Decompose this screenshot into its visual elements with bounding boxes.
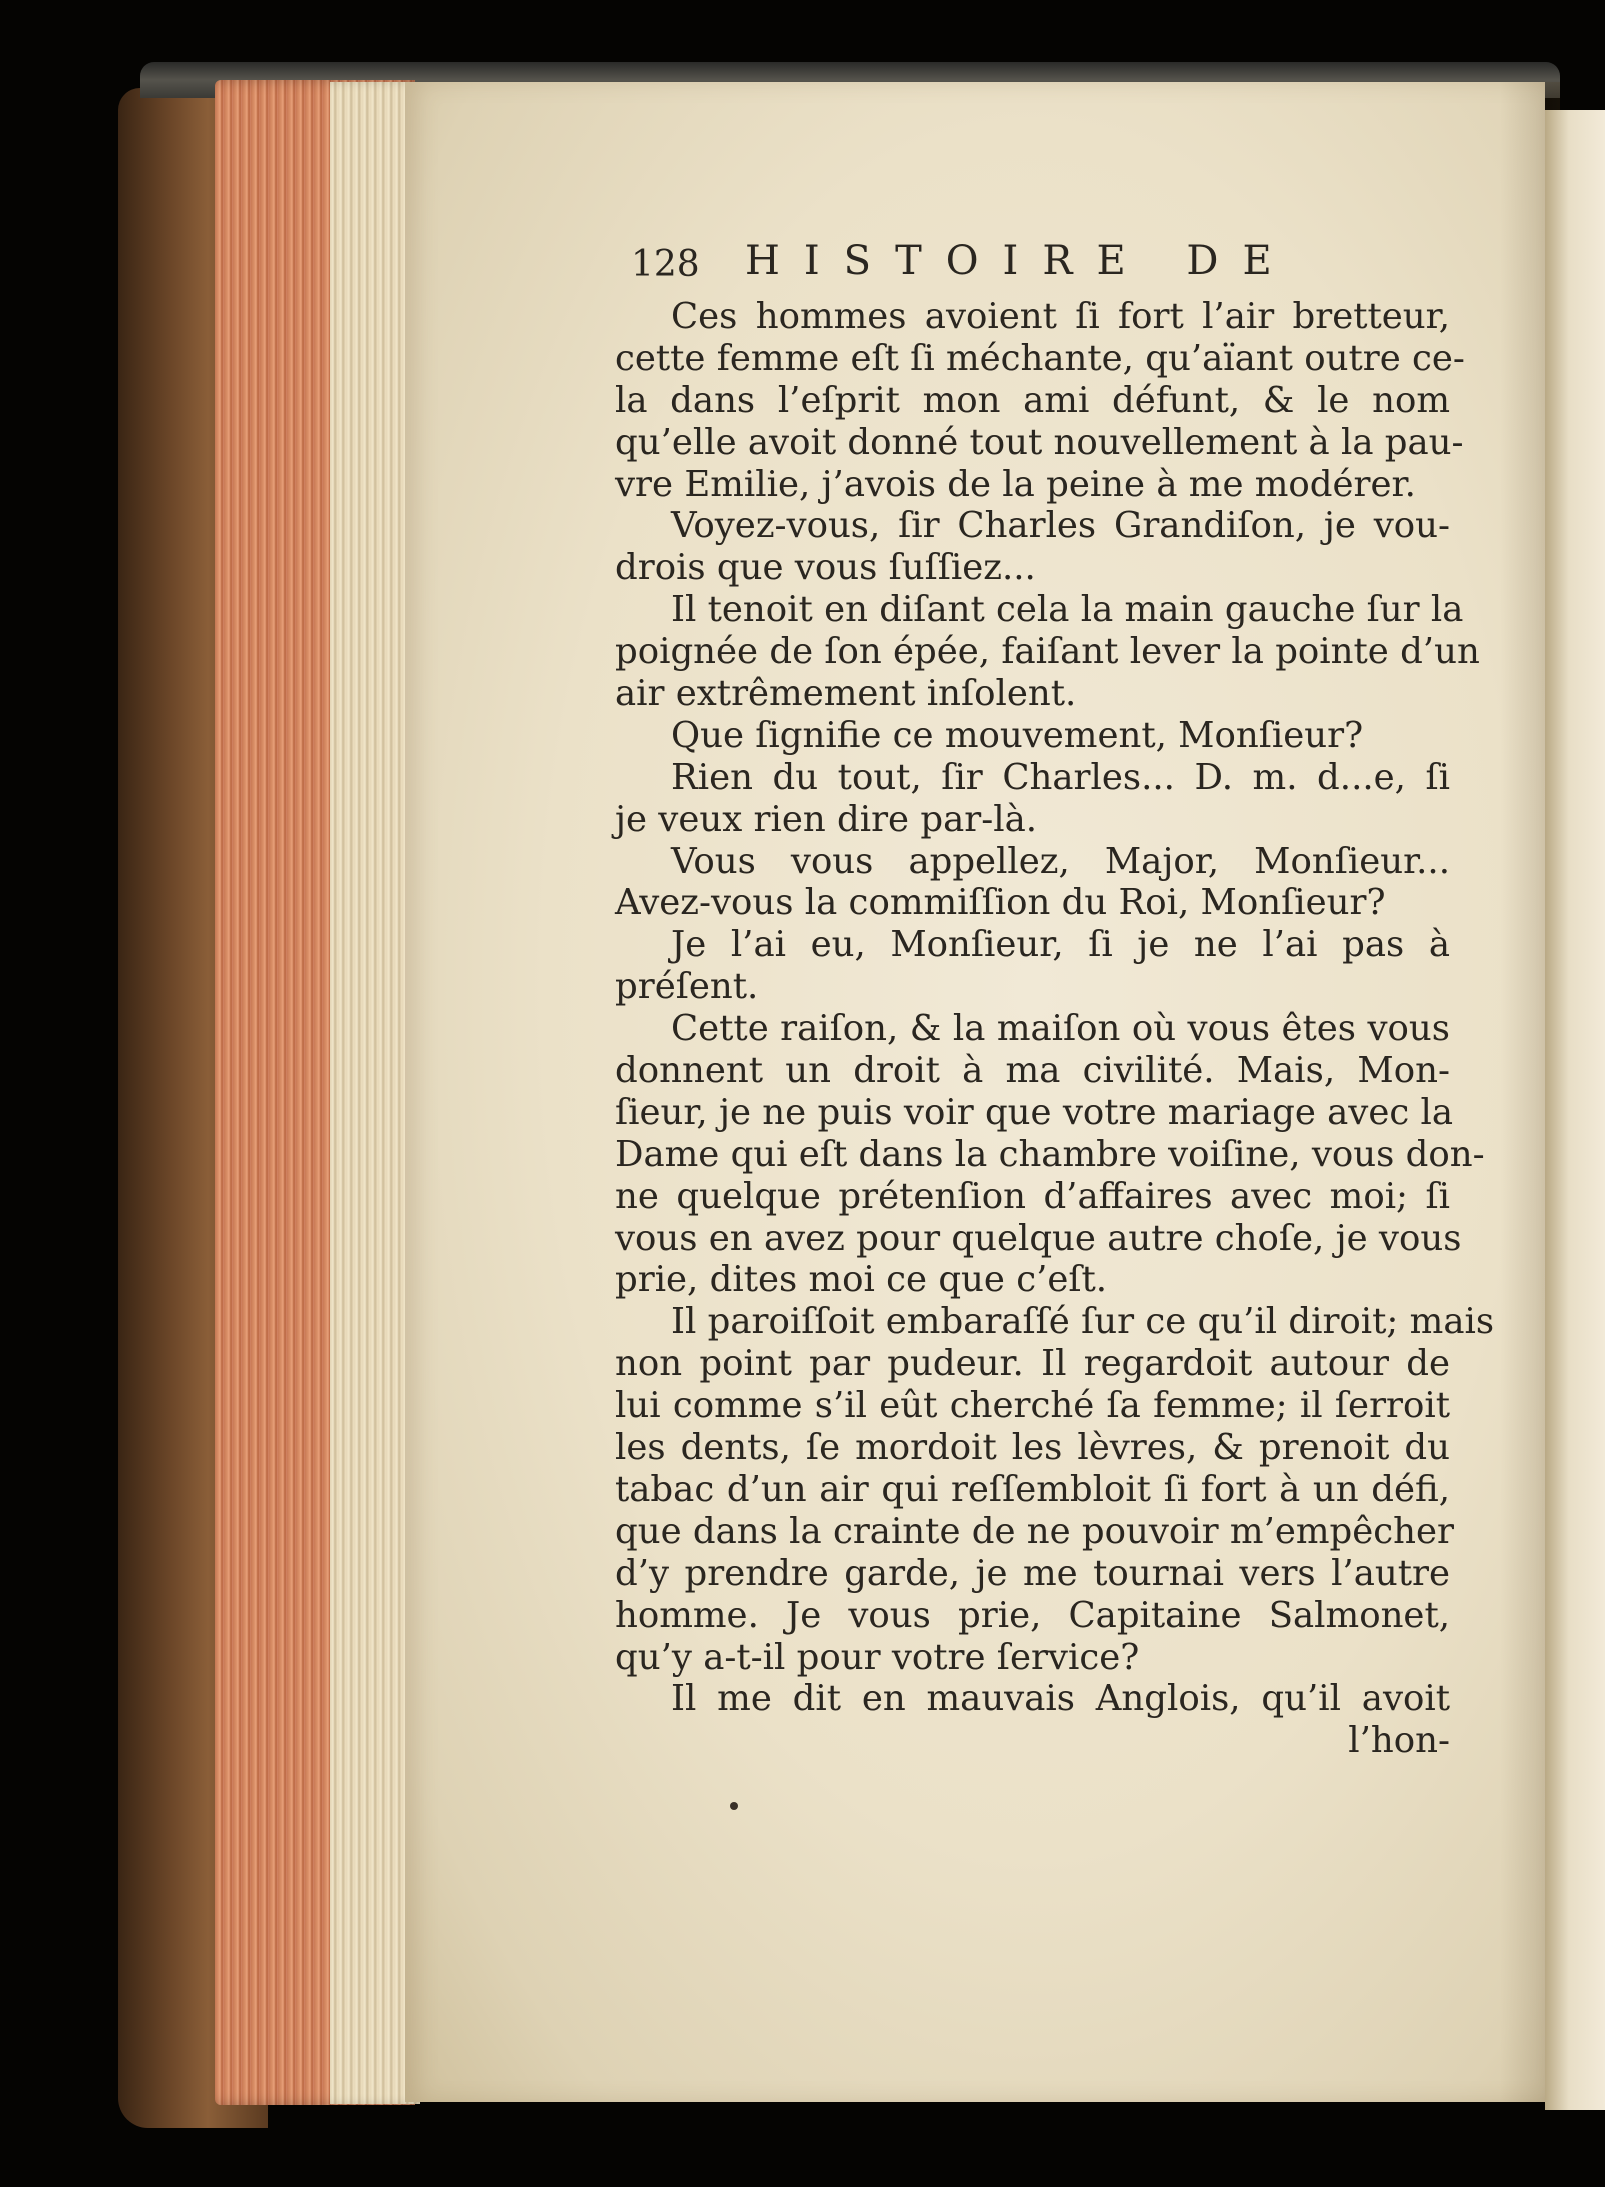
text-line: homme. Je vous prie, Capitaine Salmonet,	[615, 1594, 1450, 1636]
text-line: ne quelque prétenſion d’affaires avec moi; ſi	[615, 1175, 1450, 1217]
text-line: poignée de ſon épée, faiſant lever la pointe d’un	[615, 631, 1480, 673]
text-line: non point par pudeur. Il regardoit autour de	[615, 1343, 1450, 1385]
text-line: vre Emilie, j’avois de la peine à me modérer.	[615, 463, 1416, 505]
text-line: Il paroiſſoit embaraſſé ſur ce qu’il diroit; mais	[671, 1301, 1495, 1343]
text-line: ſieur, je ne puis voir que votre mariage avec la	[615, 1091, 1454, 1133]
running-title: HISTOIRE DE	[745, 238, 1296, 284]
text-line: air extrêmement inſolent.	[615, 673, 1077, 715]
text-line: Cette raiſon, & la maiſon où vous êtes vous	[671, 1008, 1450, 1050]
facing-page-edge	[1545, 110, 1605, 2110]
text-line: prie, dites moi ce que c’eſt.	[615, 1259, 1108, 1301]
text-line: lui comme s’il eût cherché ſa femme; il ſerroit	[615, 1385, 1450, 1427]
text-line: Dame qui eſt dans la chambre voiſine, vous don-	[615, 1133, 1485, 1175]
text-line: vous en avez pour quelque autre choſe, je vous	[615, 1217, 1462, 1259]
text-line: Il tenoit en diſant cela la main gauche ſur la	[671, 589, 1464, 631]
text-line: Rien du tout, ſir Charles... D. m. d...e, ſi	[671, 756, 1450, 798]
text-line: qu’elle avoit donné tout nouvellement à la pau-	[615, 421, 1464, 463]
text-line: Avez-vous la commiſſion du Roi, Monſieur?	[615, 882, 1386, 924]
text-line: la dans l’eſprit mon ami défunt, & le nom	[615, 379, 1450, 421]
page-text	[615, 238, 1495, 1762]
page-number: 128	[631, 244, 700, 285]
text-line: je veux rien dire par-là.	[615, 798, 1038, 840]
text-line: Que ſignifie ce mouvement, Monſieur?	[671, 714, 1364, 756]
text-line: l’hon-	[1348, 1720, 1450, 1762]
running-head	[615, 238, 1450, 296]
text-line: que dans la crainte de ne pouvoir m’empêcher	[615, 1510, 1454, 1552]
text-line: cette femme eſt ſi méchante, qu’aïant outre ce-	[615, 337, 1465, 379]
text-line: Ces hommes avoient ſi fort l’air bretteur,	[671, 296, 1450, 337]
body-text	[615, 296, 1495, 1762]
text-line: Voyez-vous, ſir Charles Grandiſon, je vou-	[671, 505, 1450, 547]
text-line: préſent.	[615, 966, 759, 1008]
text-line: tabac d’un air qui reſſembloit ſi fort à un défi,	[615, 1468, 1450, 1510]
text-line: qu’y a-t-il pour votre ſervice?	[615, 1636, 1140, 1678]
text-line: donnent un droit à ma civilité. Mais, Mon-	[615, 1050, 1450, 1092]
text-line: les dents, ſe mordoit les lèvres, & prenoit du	[615, 1427, 1450, 1469]
text-line: Je l’ai eu, Monſieur, ſi je ne l’ai pas à	[671, 924, 1450, 966]
ink-speck	[730, 1802, 738, 1810]
text-line: d’y prendre garde, je me tournai vers l’autre	[615, 1552, 1450, 1594]
text-line: drois que vous ſuſſiez...	[615, 547, 1036, 589]
text-line: Il me dit en mauvais Anglois, qu’il avoit	[671, 1678, 1450, 1720]
text-line: Vous vous appellez, Major, Monſieur...	[671, 840, 1450, 882]
